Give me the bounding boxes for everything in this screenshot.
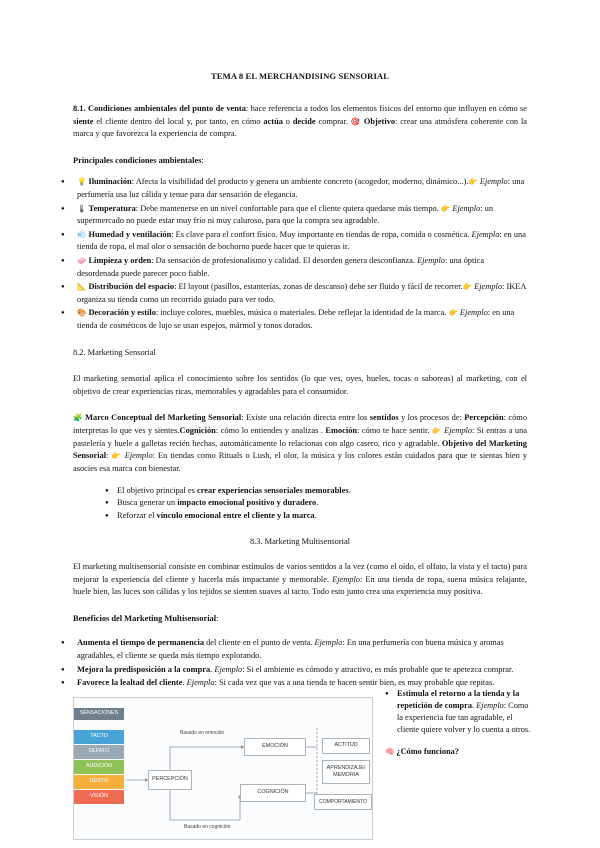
conditions-list xyxy=(63,176,527,332)
sense-olfato: OLFATO xyxy=(74,745,124,759)
objectives-list xyxy=(95,485,527,523)
sense-gusto: GUSTO xyxy=(74,775,124,789)
emotion-box: EMOCIÓN xyxy=(244,738,306,756)
pointing-hand-icon: 👉 xyxy=(462,282,473,292)
palette-icon: 🎨 xyxy=(77,308,87,318)
puzzle-icon: 🧩 xyxy=(73,413,83,423)
actitud-box: ACTITUD xyxy=(322,738,370,754)
senses-header: SENSACIONES xyxy=(74,708,124,720)
wind-icon: 💨 xyxy=(77,229,87,239)
list-item: ● 🎨 Decoración y estilo: incluye colores, muebles, música o materiales. Debe reflejar la identidad de la marca. 👉 Ejemplo: en una tienda de cosméticos de lujo se usan espejos, mármol y tonos dorados. xyxy=(63,307,527,332)
pointing-hand-icon: 👉 xyxy=(431,426,442,436)
perception-box: PERCEPCIÓN xyxy=(148,770,192,790)
aprendizaje-box: APRENDIZAJE/ MEMORIA xyxy=(322,760,370,784)
list-item: ● Estimula el retorno a la tienda y la repetición de compra. Ejemplo: Como la experiencia fue tan agradable, el cliente quiere volver y lo cuenta a otros. xyxy=(385,688,531,736)
section-8-3-paragraph: El marketing multisensorial consiste en combinar estímulos de varios sentidos a la vez (como el oído, el olfato, la vista y el tacto) para mejorar la experiencia del cliente y hacerla más impactante y memorable. Ejemplo: En una tienda de ropa, suena música relajante, huele bien, las luces son cálidas y los tejidos se sienten suaves al tacto. Todo esto junto crea una experiencia muy positiva. xyxy=(73,561,527,597)
pointing-hand-icon: 👉 xyxy=(440,203,451,213)
section-number: 8.1. xyxy=(73,103,88,113)
cognition-box: COGNICIÓN xyxy=(240,784,306,802)
emotion-based-label: Basado en emoción xyxy=(180,730,225,736)
list-item: ● 🌡 Temperatura: Debe mantenerse en un nivel confortable para que el cliente quiera quedarse más tiempo. 👉 Ejemplo: un supermercado no puede estar muy frío ni muy caluroso, para que la compra sea agradable. xyxy=(63,203,527,228)
lightbulb-icon: 💡 xyxy=(77,177,87,187)
sense-vision: VISIÓN xyxy=(74,790,124,804)
pointing-hand-icon: 👉 xyxy=(448,308,458,318)
target-icon: 🎯 xyxy=(350,116,361,126)
pointing-hand-icon: 👉 xyxy=(111,451,122,461)
brain-icon: 🧠 xyxy=(385,747,395,757)
list-item: ● 💨 Humedad y ventilación: Es clave para el confort físico. Muy importante en tiendas de ropa, comida o cosmética. Ejemplo: en una tienda de ropa, el mal olor o sensación de bochorno puede hacer que te quieras ir. xyxy=(63,229,527,254)
cognition-based-label: Basado en cognición xyxy=(184,824,231,830)
benefits-list xyxy=(63,637,527,689)
sense-tacto: TACTO xyxy=(74,730,124,744)
list-item: ● El objetivo principal es crear experiencias sensoriales memorables. xyxy=(105,485,527,498)
soap-icon: 🧼 xyxy=(77,255,87,265)
list-item: ● Aumenta el tiempo de permanencia del cliente en el punto de venta. Ejemplo: En una perfumería con buena música y aromas agradables, el cliente se queda más tiempo explorando. xyxy=(63,637,527,662)
list-item: ● Favorece la lealtad del cliente. Ejemplo: Si cada vez que vas a una tienda te hacen sentir bien, es muy probable que repitas. xyxy=(63,677,527,690)
principales-heading: Principales condiciones ambientales: xyxy=(73,155,204,165)
pointing-hand-icon: 👉 xyxy=(468,177,478,187)
list-item: ● 💡 Iluminación: Afecta la visibilidad del producto y genera un ambiente concreto (acogedor, moderno, dinámico...).👉 Ejemplo: una perfumería usa luz cálida y tenue para dar sensación de elegancia. xyxy=(63,176,527,201)
list-item: ● Busca generar un impacto emocional positivo y duradero. xyxy=(105,497,527,510)
beneficios-heading: Beneficios del Marketing Multisensorial: xyxy=(73,613,219,623)
section-8-1-paragraph: 8.1. Condiciones ambientales del punto de venta: hace referencia a todos los elementos físicos del entorno que influyen en cómo se siente el cliente dentro del local y, por tanto, en cómo actúa o decide comprar. 🎯 Objetivo: crear una atmósfera coherente con la marca y que favorezca la experiencia de compra. xyxy=(73,103,528,139)
sensory-diagram xyxy=(73,697,373,840)
list-item: ● 🧼 Limpieza y orden: Da sensación de profesionalismo y calidad. El desorden genera desconfianza. Ejemplo: una óptica desordenada puede parecer poco fiable. xyxy=(63,255,527,280)
list-item: ● 📐 Distribución del espacio: El layout (pasillos, estanterías, zonas de descanso) debe ser fluido y fácil de recorrer.👉 Ejemplo: IKEA organiza su tienda como un recorrido guiado para ver todo. xyxy=(63,281,527,306)
section-8-2-paragraph: El marketing sensorial aplica el conocimiento sobre los sentidos (lo que ves, oyes, hueles, tocas o saboreas) al marketing, con el objetivo de crear experiencias ricas, memorables y agradables para el consumidor. xyxy=(73,374,527,396)
marco-conceptual-paragraph: 🧩 Marco Conceptual del Marketing Sensorial: Existe una relación directa entre los sentidos y los procesos de: Percepción: cómo interpretas lo que ves y sientes.Cognición: cómo lo entiendes y analizas . Emoción: cómo te hace sentir. 👉 Ejemplo: Si entras a una pastelería y huele a galletas recién hechas, automáticamente lo relacionas con algo casero, rico y agradable. Objetivo del Marketing Sensorial: 👉 Ejemplo: En tiendas como Rituals o Lush, el olor, la música y los colores están cuidados para que te sientas bien y asocies esa marca con bienestar. xyxy=(73,413,528,473)
right-column xyxy=(383,688,531,758)
thermometer-icon: 🌡 xyxy=(77,203,87,213)
section-8-3-heading: 8.3. Marketing Multisensorial xyxy=(249,537,351,547)
comportamiento-box: COMPORTAMIENTO xyxy=(314,794,372,810)
section-8-2-heading: 8.2. Marketing Sensorial xyxy=(73,347,156,357)
section-heading: Condiciones ambientales del punto de venta xyxy=(87,103,246,113)
triangle-ruler-icon: 📐 xyxy=(77,282,87,292)
page-title: TEMA 8 EL MERCHANDISING SENSORIAL xyxy=(210,71,390,81)
list-item: ● Reforzar el vínculo emocional entre el cliente y la marca. xyxy=(105,510,527,523)
list-item: ● Mejora la predisposición a la compra. Ejemplo: Si el ambiente es cómodo y atractivo, es más probable que te apetezca comprar. xyxy=(63,664,527,677)
como-funciona-heading: 🧠 ¿Cómo funciona? xyxy=(385,747,459,757)
sense-audicion: AUDICIÓN xyxy=(74,760,124,774)
